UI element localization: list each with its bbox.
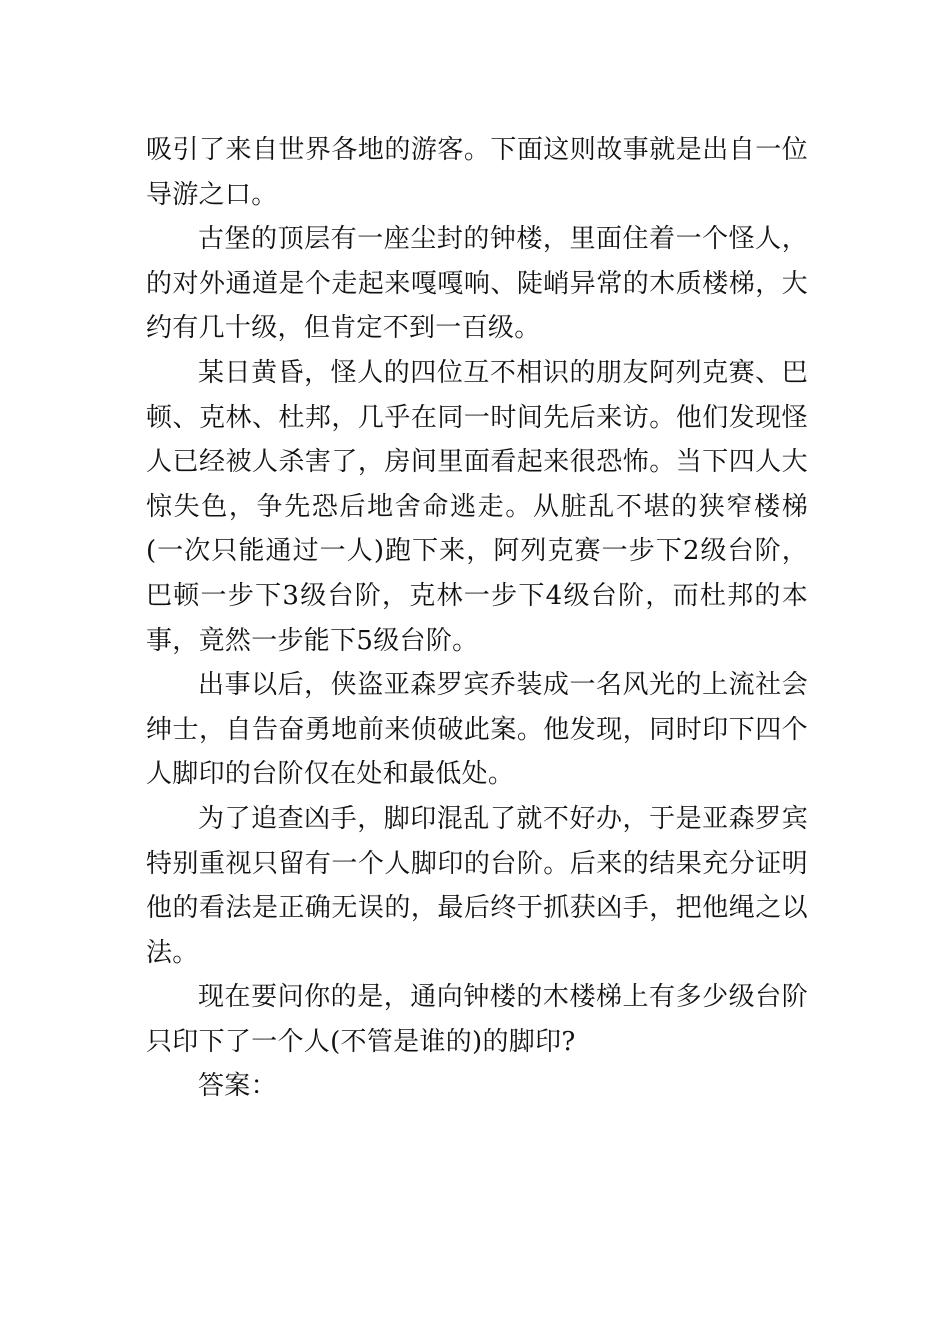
paragraph-footprints: 为了追查凶手，脚印混乱了就不好办，于是亚森罗宾特别重视只留有一个人脚印的台阶。后来的结果充分证明他的看法是正确无误的，最后终于抓获凶手，把他绳之以法。 [146, 803, 808, 968]
story-text [146, 128, 808, 1109]
paragraph-continuation: 吸引了来自世界各地的游客。下面这则故事就是出自一位导游之口。 [146, 135, 808, 210]
paragraph-visitors-escape: 某日黄昏，怪人的四位互不相识的朋友阿列克赛、巴顿、克林、杜邦，几乎在同一时间先后来访。他们发现怪人已经被人杀害了，房间里面看起来很恐怖。当下四人大惊失色，争先恐后地舍命逃走。从脏乱不堪的狭窄楼梯(一次只能通过一人)跑下来，阿列克赛一步下2级台阶，巴顿一步下3级台阶，克林一步下4级台阶，而杜邦的本事，竟然一步能下5级台阶。 [146, 357, 808, 656]
paragraph-clock-tower: 古堡的顶层有一座尘封的钟楼，里面住着一个怪人，的对外通道是个走起来嘎嘎响、陡峭异常的木质楼梯，大约有几十级，但肯定不到一百级。 [146, 224, 808, 344]
paragraph-detective: 出事以后，侠盗亚森罗宾乔装成一名风光的上流社会绅士，自告奋勇地前来侦破此案。他发现，同时印下四个人脚印的台阶仅在处和最低处。 [146, 670, 808, 790]
paragraph-question: 现在要问你的是，通向钟楼的木楼梯上有多少级台阶只印下了一个人(不管是谁的)的脚印? [146, 982, 808, 1057]
paragraph-answer-label: 答案： [198, 1071, 277, 1102]
